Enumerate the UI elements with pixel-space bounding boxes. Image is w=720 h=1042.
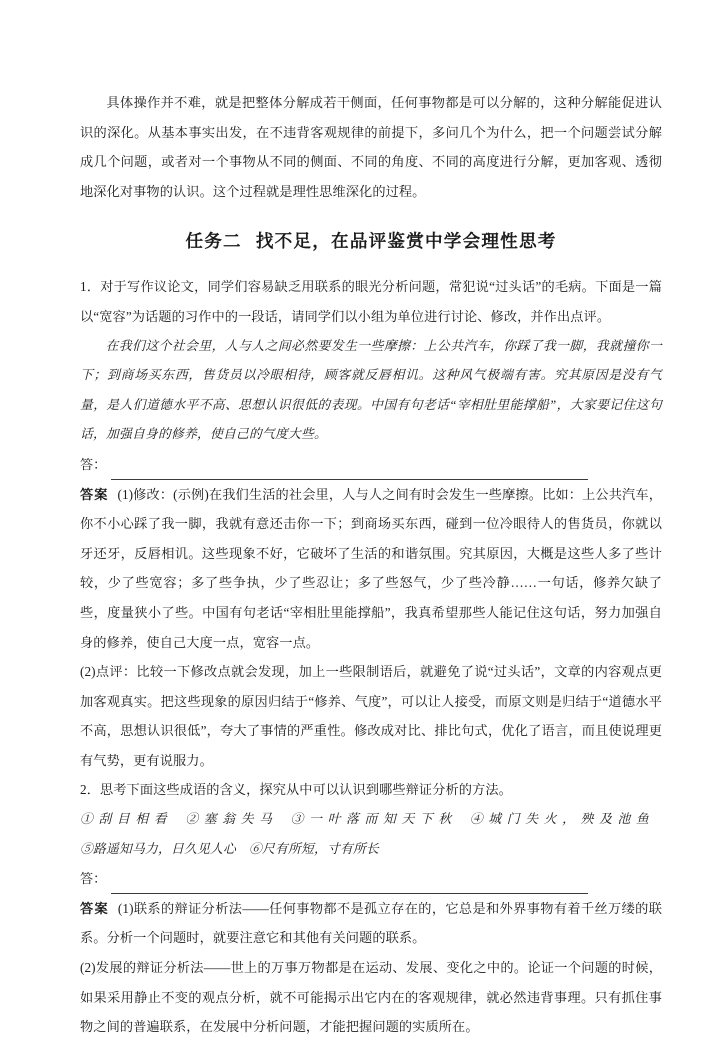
- answer-label: 答：: [80, 456, 107, 472]
- list-item: ⑥尺有所短，寸有所长: [248, 841, 379, 856]
- answer-write-in-rule[interactable]: [111, 457, 588, 480]
- question-2-answer-part-1: [80, 894, 662, 953]
- list-item: ①刮目相看: [80, 812, 173, 827]
- answer-write-in-rule[interactable]: [111, 871, 588, 894]
- answer-part-1-text: (1)修改：(示例)在我们生活的社会里，人与人之间有时会发生一些摩擦。比如：上公共汽车，你不小心踩了我一脚，我就有意还击你一下；到商场买东西，碰到一位冷眼待人的售货员，你就以牙还牙，反唇相讥。这些现象不好，它破坏了生活的和谐氛围。究其原因，大概是这些人多了些计较，少了些宽容；多了些争执，少了些忍让；多了些怒气，少了些冷静……一句话，修养欠缺了些，度量狭小了些。中国有句老话“宰相肚里能撑船”，我真希望那些人能记住这句话，努力加强自身的修养，使自己大度一点，宽容一点。: [80, 486, 663, 650]
- list-item: ②塞翁失马: [185, 812, 278, 827]
- question-2-answer-line: [80, 864, 662, 894]
- question-2-stem: 2．思考下面这些成语的含义，探究从中可以认识到哪些辩证分析的方法。: [80, 782, 512, 798]
- question-2-idiom-list: [80, 805, 662, 864]
- question-1-stem: 1．对于写作议论文，同学们容易缺乏用联系的眼光分析问题，常犯说“过头话”的毛病。下面是一篇以“宽容”为话题的习作中的一段话，请同学们以小组为单位进行讨论、修改，并作出点评。: [80, 279, 662, 324]
- answer-label: 答：: [80, 871, 107, 887]
- answer-tag: 答案: [80, 486, 109, 502]
- answer-tag: 答案: [80, 900, 109, 916]
- question-1-quoted-text: 在我们这个社会里，人与人之间必然要发生一些摩擦：上公共汽车，你踩了我一脚，我就撞你一下；到商场买东西，售货员以冷眼相待，顾客就反唇相讥。这种风气极端有害。究其原因是没有气量，是人们道德水平不高、思想认识很低的表现。中国有句老话“宰相肚里能撑船”，大家要记住这句话，加强自身的修养，使自己的气度大些。: [80, 338, 662, 442]
- task-title: [80, 226, 662, 256]
- question-1-answer-part-2: (2)点评：比较一下修改点就会发现，加上一些限制语后，就避免了说“过头话”，文章的内容观点更加客观真实。把这些现象的原因归结于“修养、气度”，可以让人接受，而原文则是归结于“道德水平不高，思想认识很低”，夸大了事情的严重性。修改成对比、排比句式，优化了语言，而且使说理更有气势，更有说服力。: [80, 664, 662, 768]
- task-title-text: 找不足，在品评鉴赏中学会理性思考: [255, 231, 557, 252]
- question-1-answer-line: [80, 450, 662, 480]
- intro-paragraph: 具体操作并不难，就是把整体分解成若干侧面，任何事物都是可以分解的，这种分解能促进认识的深化。从基本事实出发，在不违背客观规律的前提下，多问几个为什么，把一个问题尝试分解成几个问题，或者对一个事物从不同的侧面、不同的角度、不同的高度进行分解，更加客观、透彻地深化对事物的认识。这个过程就是理性思维深化的过程。: [80, 95, 662, 199]
- task-number: 任务二: [185, 231, 242, 252]
- list-item: ④城门失火，殃及池鱼: [469, 812, 650, 827]
- list-item: ③一叶落而知天下秋: [290, 812, 457, 827]
- answer-part-1-text: (1)联系的辩证分析法——任何事物都不是孤立存在的，它总是和外界事物有着千丝万缕的联系。分析一个问题时，就要注意它和其他有关问题的联系。: [80, 900, 663, 946]
- question-1-answer-part-1: [80, 480, 662, 658]
- question-2-answer-part-2: (2)发展的辩证分析法——世上的万事万物都是在运动、发展、变化之中的。论证一个问题的时候，如果采用静止不变的观点分析，就不可能揭示出它内在的客观规律，就必然违背事理。只有抓住事物之间的普遍联系，在发展中分析问题，才能把握问题的实质所在。: [80, 960, 662, 1035]
- list-item: ⑤路遥知马力，日久见人心: [80, 841, 236, 856]
